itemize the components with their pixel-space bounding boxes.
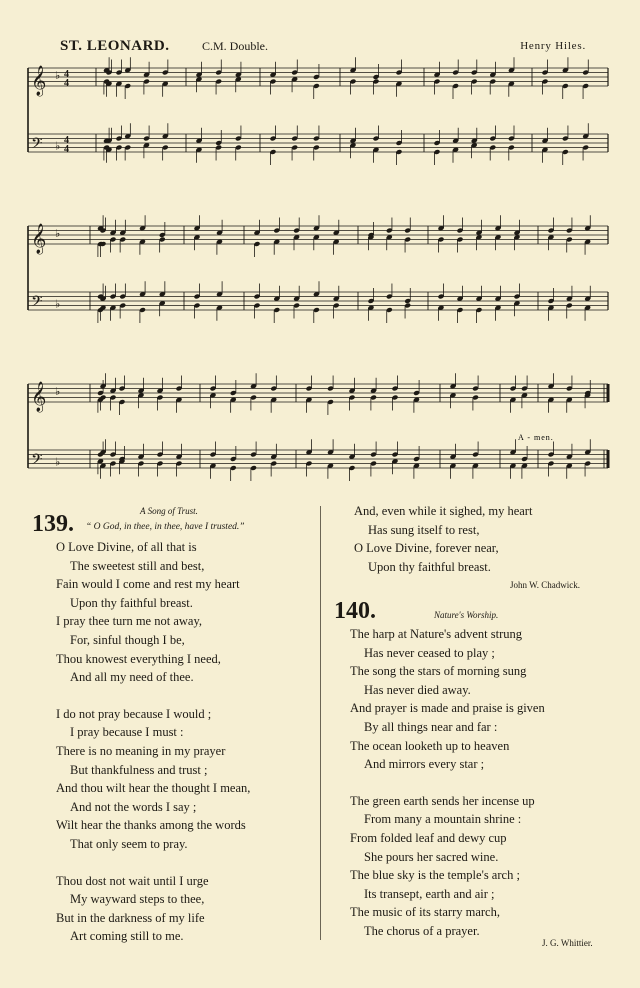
flat-icon: ♭ xyxy=(55,228,61,240)
verse-line: I pray because I must : xyxy=(70,725,184,740)
verse-line: The chorus of a prayer. xyxy=(364,923,480,938)
hymn-140-heading: Nature's Worship. xyxy=(434,610,499,620)
flat-icon: ♭ xyxy=(55,298,61,311)
verse-line: I do not pray because I would ; xyxy=(56,706,212,721)
column-divider xyxy=(320,506,321,940)
verse-line: Art coming still to me. xyxy=(70,929,184,944)
verse-line: Wilt hear the thanks among the words xyxy=(56,818,246,833)
verse-line: And thou wilt hear the thought I mean, xyxy=(56,781,251,796)
hymn-139-number: 139. xyxy=(32,511,74,537)
verse-line: The music of its starry march, xyxy=(350,905,500,920)
time-signature-icon: 4 xyxy=(64,144,69,155)
verse-line: The sweetest still and best, xyxy=(70,558,205,573)
tune-meter: C.M. Double. xyxy=(202,39,268,53)
verse-line: The green earth sends her incense up xyxy=(350,793,535,808)
verse-line: Thou knowest everything I need, xyxy=(56,651,221,666)
bass-clef-icon: 𝄢 xyxy=(31,451,43,472)
bass-clef-icon: 𝄢 xyxy=(31,135,43,156)
time-signature-icon: 4 xyxy=(64,78,69,89)
verse-line: My wayward steps to thee, xyxy=(70,892,205,907)
hymn-139-heading: A Song of Trust. xyxy=(140,506,198,516)
hymn-140-text xyxy=(350,625,545,941)
verse-line: Has never died away. xyxy=(364,682,471,697)
verse-line: From many a mountain shrine : xyxy=(364,812,522,827)
bass-clef-icon: 𝄢 xyxy=(31,293,43,314)
flat-icon: ♭ xyxy=(55,386,61,398)
hymn-140-number: 140. xyxy=(334,598,376,624)
verse-line: And all my need of thee. xyxy=(70,670,194,685)
verse-line: The song the stars of morning sung xyxy=(350,664,527,679)
amen-label: A - men. xyxy=(518,433,554,442)
verse-line: Thou dost not wait until I urge xyxy=(56,873,209,888)
verse-line: O Love Divine, forever near, xyxy=(354,541,499,556)
verse-line: O Love Divine, of all that is xyxy=(56,540,197,554)
hymn-139-author: John W. Chadwick. xyxy=(510,580,581,590)
verse-line: Has sung itself to rest, xyxy=(368,522,480,537)
verse-line: For, sinful though I be, xyxy=(70,632,185,647)
verse-line: By all things near and far : xyxy=(364,719,498,734)
verse-line: Fain would I come and rest my heart xyxy=(56,577,240,592)
hymn-140-author: J. G. Whittier. xyxy=(542,938,593,948)
verse-line: But thankfulness and trust ; xyxy=(70,762,208,777)
hymn-139-text-continued xyxy=(354,502,532,576)
flat-icon: ♭ xyxy=(55,456,61,469)
verse-line: I pray thee turn me not away, xyxy=(56,614,203,629)
verse-line: There is no meaning in my prayer xyxy=(56,743,226,758)
treble-clef-icon: 𝄞 xyxy=(31,66,47,96)
verse-line: From folded leaf and dewy cup xyxy=(350,830,507,845)
verse-line: The blue sky is the temple's arch ; xyxy=(350,868,520,883)
time-signature-icon: 4 xyxy=(64,135,69,146)
flat-icon: ♭ xyxy=(55,140,61,153)
composer-name: Henry Hiles. xyxy=(520,40,586,52)
flat-icon: ♭ xyxy=(55,70,61,82)
verse-line: And prayer is made and praise is given xyxy=(350,701,545,716)
time-signature-icon: 4 xyxy=(64,69,69,80)
verse-line: And mirrors every star ; xyxy=(364,757,485,772)
treble-clef-icon: 𝄞 xyxy=(31,382,47,412)
verse-line: And not the words I say ; xyxy=(70,799,197,814)
verse-line: Upon thy faithful breast. xyxy=(368,559,491,574)
tune-name: ST. LEONARD. xyxy=(60,38,170,54)
hymn-139-epigraph: “ O God, in thee, in thee, have I trusted.” xyxy=(86,522,245,532)
verse-line: But in the darkness of my life xyxy=(56,910,205,925)
verse-line: The harp at Nature's advent strung xyxy=(350,627,522,641)
verse-line: The ocean looketh up to heaven xyxy=(350,738,510,753)
verse-line: And, even while it sighed, my heart xyxy=(354,504,533,518)
verse-line: Its transept, earth and air ; xyxy=(364,886,495,901)
verse-line: Upon thy faithful breast. xyxy=(70,595,193,610)
verse-line: That only seem to pray. xyxy=(70,836,188,851)
verse-line: She pours her sacred wine. xyxy=(364,849,499,864)
verse-line: Has never ceased to play ; xyxy=(364,645,495,660)
hymn-139-text xyxy=(56,538,250,946)
treble-clef-icon: 𝄞 xyxy=(31,224,47,254)
